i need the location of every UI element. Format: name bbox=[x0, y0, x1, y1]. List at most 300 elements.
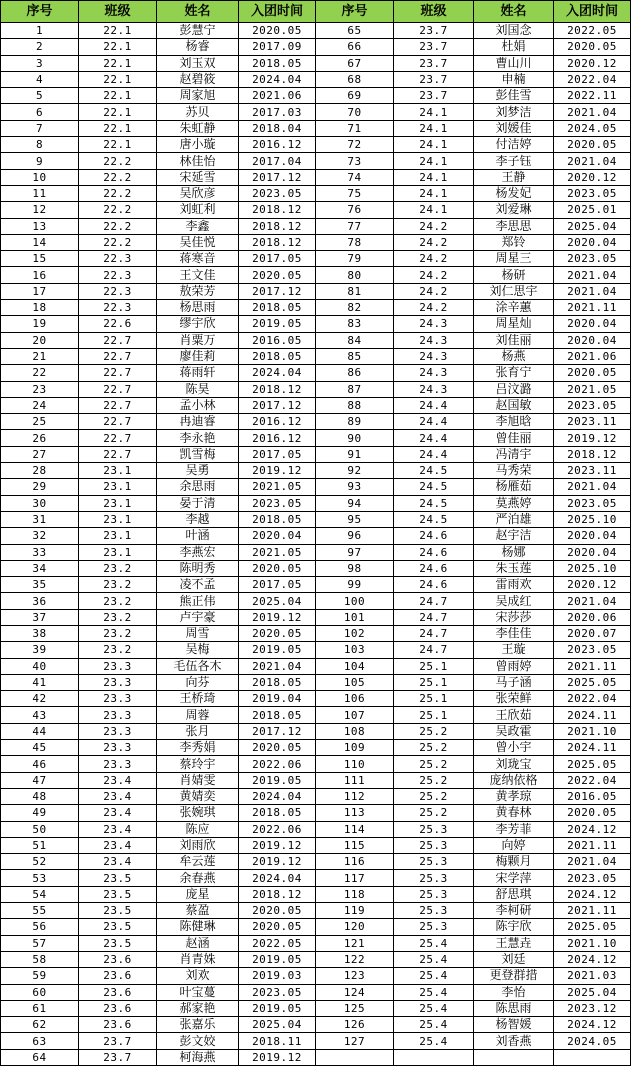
cell-class-right[interactable]: 24.2 bbox=[394, 234, 474, 250]
cell-date-left[interactable]: 2020.05 bbox=[239, 560, 316, 576]
cell-date-right[interactable]: 2025.04 bbox=[554, 984, 631, 1000]
cell-date-left[interactable]: 2024.04 bbox=[239, 71, 316, 87]
cell-class-left[interactable]: 22.7 bbox=[79, 332, 157, 348]
cell-seq-left[interactable]: 53 bbox=[1, 870, 79, 886]
cell-seq-left[interactable]: 52 bbox=[1, 854, 79, 870]
cell-name-right[interactable]: 李思思 bbox=[474, 218, 554, 234]
cell-seq-left[interactable]: 25 bbox=[1, 414, 79, 430]
cell-seq-right[interactable]: 93 bbox=[316, 479, 394, 495]
cell-name-right[interactable]: 刘香燕 bbox=[474, 1033, 554, 1049]
cell-date-right[interactable]: 2020.05 bbox=[554, 365, 631, 381]
cell-class-right[interactable]: 24.3 bbox=[394, 332, 474, 348]
cell-seq-left[interactable]: 42 bbox=[1, 691, 79, 707]
cell-class-left[interactable]: 22.2 bbox=[79, 218, 157, 234]
cell-name-left[interactable]: 熊正伟 bbox=[157, 593, 239, 609]
cell-class-right[interactable]: 24.4 bbox=[394, 446, 474, 462]
cell-name-right[interactable]: 杨娜 bbox=[474, 544, 554, 560]
cell-seq-right[interactable]: 111 bbox=[316, 772, 394, 788]
cell-name-right[interactable]: 陈宇欣 bbox=[474, 919, 554, 935]
cell-class-left[interactable]: 23.2 bbox=[79, 625, 157, 641]
cell-class-left[interactable]: 23.6 bbox=[79, 1017, 157, 1033]
cell-class-right[interactable]: 25.3 bbox=[394, 821, 474, 837]
cell-seq-left[interactable]: 49 bbox=[1, 805, 79, 821]
cell-name-left[interactable]: 蒋寒音 bbox=[157, 251, 239, 267]
cell-seq-left[interactable]: 44 bbox=[1, 723, 79, 739]
cell-date-left[interactable]: 2018.05 bbox=[239, 511, 316, 527]
header-date-right[interactable]: 入团时间 bbox=[554, 1, 631, 23]
cell-seq-right[interactable]: 107 bbox=[316, 707, 394, 723]
cell-seq-right[interactable]: 122 bbox=[316, 951, 394, 967]
cell-date-left[interactable]: 2022.06 bbox=[239, 756, 316, 772]
cell-name-right[interactable]: 陈思雨 bbox=[474, 1000, 554, 1016]
cell-date-right[interactable]: 2020.12 bbox=[554, 169, 631, 185]
cell-seq-right[interactable]: 87 bbox=[316, 381, 394, 397]
cell-name-left[interactable]: 赵碧筱 bbox=[157, 71, 239, 87]
cell-class-right[interactable]: 25.4 bbox=[394, 1017, 474, 1033]
cell-name-left[interactable]: 刘欢 bbox=[157, 968, 239, 984]
cell-name-right[interactable]: 曹山川 bbox=[474, 55, 554, 71]
cell-seq-left[interactable]: 12 bbox=[1, 202, 79, 218]
cell-seq-left[interactable]: 19 bbox=[1, 316, 79, 332]
cell-class-right[interactable]: 23.7 bbox=[394, 39, 474, 55]
cell-name-right[interactable]: 赵国敏 bbox=[474, 397, 554, 413]
cell-seq-left[interactable]: 18 bbox=[1, 300, 79, 316]
cell-seq-left[interactable]: 8 bbox=[1, 137, 79, 153]
cell-class-right[interactable]: 25.4 bbox=[394, 935, 474, 951]
cell-name-right[interactable]: 刘国念 bbox=[474, 23, 554, 39]
cell-class-right[interactable]: 24.1 bbox=[394, 104, 474, 120]
cell-seq-left[interactable]: 45 bbox=[1, 740, 79, 756]
cell-name-right[interactable]: 庞纳依格 bbox=[474, 772, 554, 788]
cell-date-right[interactable]: 2024.05 bbox=[554, 120, 631, 136]
cell-class-right[interactable]: 24.2 bbox=[394, 267, 474, 283]
cell-date-left[interactable]: 2018.12 bbox=[239, 218, 316, 234]
cell-name-right[interactable]: 刘爱琳 bbox=[474, 202, 554, 218]
cell-class-right[interactable]: 25.2 bbox=[394, 756, 474, 772]
cell-seq-right[interactable]: 94 bbox=[316, 495, 394, 511]
cell-class-left[interactable]: 23.2 bbox=[79, 560, 157, 576]
cell-name-right[interactable]: 梅颗月 bbox=[474, 854, 554, 870]
cell-seq-right[interactable]: 123 bbox=[316, 968, 394, 984]
cell-date-left[interactable]: 2019.05 bbox=[239, 772, 316, 788]
cell-seq-left[interactable]: 54 bbox=[1, 886, 79, 902]
cell-date-left[interactable]: 2018.04 bbox=[239, 120, 316, 136]
cell-date-right[interactable]: 2020.05 bbox=[554, 39, 631, 55]
cell-class-right[interactable]: 24.3 bbox=[394, 348, 474, 364]
cell-class-left[interactable]: 23.4 bbox=[79, 821, 157, 837]
cell-seq-left[interactable]: 14 bbox=[1, 234, 79, 250]
cell-date-left[interactable]: 2018.05 bbox=[239, 674, 316, 690]
cell-name-left[interactable]: 赵涵 bbox=[157, 935, 239, 951]
cell-date-left[interactable]: 2020.05 bbox=[239, 267, 316, 283]
cell-name-left[interactable]: 林佳怡 bbox=[157, 153, 239, 169]
cell-name-left[interactable]: 吴梅 bbox=[157, 642, 239, 658]
cell-date-left[interactable]: 2017.03 bbox=[239, 104, 316, 120]
cell-class-left[interactable]: 23.5 bbox=[79, 919, 157, 935]
cell-date-right[interactable]: 2021.03 bbox=[554, 968, 631, 984]
cell-class-left[interactable]: 23.4 bbox=[79, 772, 157, 788]
cell-date-left[interactable]: 2021.06 bbox=[239, 88, 316, 104]
cell-name-right[interactable]: 李子钰 bbox=[474, 153, 554, 169]
cell-date-left[interactable]: 2018.05 bbox=[239, 55, 316, 71]
cell-name-right[interactable]: 周星灿 bbox=[474, 316, 554, 332]
cell-name-right[interactable]: 李旭晗 bbox=[474, 414, 554, 430]
cell-class-left[interactable]: 22.3 bbox=[79, 267, 157, 283]
cell-class-right[interactable]: 25.3 bbox=[394, 919, 474, 935]
cell-name-right[interactable]: 刘佳丽 bbox=[474, 332, 554, 348]
cell-seq-left[interactable]: 20 bbox=[1, 332, 79, 348]
cell-name-right[interactable]: 李芳菲 bbox=[474, 821, 554, 837]
header-date-left[interactable]: 入团时间 bbox=[239, 1, 316, 23]
cell-name-left[interactable]: 李越 bbox=[157, 511, 239, 527]
cell-class-right[interactable]: 24.3 bbox=[394, 316, 474, 332]
cell-seq-left[interactable]: 9 bbox=[1, 153, 79, 169]
cell-seq-right[interactable]: 75 bbox=[316, 185, 394, 201]
cell-date-left[interactable]: 2017.12 bbox=[239, 397, 316, 413]
cell-date-right[interactable]: 2022.05 bbox=[554, 23, 631, 39]
cell-name-right[interactable]: 朱玉莲 bbox=[474, 560, 554, 576]
cell-name-right[interactable]: 刘仁思宇 bbox=[474, 283, 554, 299]
cell-class-left[interactable]: 22.1 bbox=[79, 39, 157, 55]
cell-class-left[interactable]: 23.2 bbox=[79, 593, 157, 609]
cell-name-left[interactable]: 柯海燕 bbox=[157, 1049, 239, 1065]
cell-seq-right[interactable]: 78 bbox=[316, 234, 394, 250]
cell-class-right[interactable]: 24.1 bbox=[394, 169, 474, 185]
cell-seq-right[interactable]: 80 bbox=[316, 267, 394, 283]
cell-date-right[interactable]: 2024.12 bbox=[554, 886, 631, 902]
cell-class-right[interactable]: 25.4 bbox=[394, 984, 474, 1000]
cell-date-right[interactable]: 2020.05 bbox=[554, 805, 631, 821]
cell-seq-right[interactable]: 121 bbox=[316, 935, 394, 951]
cell-seq-right[interactable]: 103 bbox=[316, 642, 394, 658]
cell-seq-right[interactable]: 104 bbox=[316, 658, 394, 674]
cell-class-right[interactable]: 24.5 bbox=[394, 479, 474, 495]
cell-seq-right[interactable]: 116 bbox=[316, 854, 394, 870]
cell-name-right[interactable]: 吴成红 bbox=[474, 593, 554, 609]
cell-class-right[interactable]: 25.4 bbox=[394, 1000, 474, 1016]
cell-seq-left[interactable]: 15 bbox=[1, 251, 79, 267]
cell-date-left[interactable]: 2016.12 bbox=[239, 430, 316, 446]
cell-seq-right[interactable]: 92 bbox=[316, 463, 394, 479]
cell-date-right[interactable]: 2025.10 bbox=[554, 560, 631, 576]
cell-date-right[interactable]: 2020.12 bbox=[554, 55, 631, 71]
cell-name-left[interactable]: 张嘉乐 bbox=[157, 1017, 239, 1033]
cell-class-right[interactable]: 24.7 bbox=[394, 593, 474, 609]
cell-seq-left[interactable]: 16 bbox=[1, 267, 79, 283]
cell-name-right[interactable]: 彭佳雪 bbox=[474, 88, 554, 104]
empty-cell[interactable] bbox=[474, 1049, 554, 1065]
cell-class-right[interactable]: 24.2 bbox=[394, 218, 474, 234]
cell-name-left[interactable]: 吴欣彦 bbox=[157, 185, 239, 201]
cell-date-right[interactable]: 2021.05 bbox=[554, 381, 631, 397]
cell-date-left[interactable]: 2020.05 bbox=[239, 23, 316, 39]
cell-seq-right[interactable]: 118 bbox=[316, 886, 394, 902]
empty-cell[interactable] bbox=[394, 1049, 474, 1065]
cell-name-left[interactable]: 王桥琦 bbox=[157, 691, 239, 707]
cell-name-left[interactable]: 缪宇欣 bbox=[157, 316, 239, 332]
cell-name-right[interactable]: 张育宁 bbox=[474, 365, 554, 381]
cell-class-right[interactable]: 24.1 bbox=[394, 120, 474, 136]
cell-class-right[interactable]: 25.3 bbox=[394, 854, 474, 870]
cell-name-right[interactable]: 杨燕 bbox=[474, 348, 554, 364]
cell-name-left[interactable]: 吴佳悦 bbox=[157, 234, 239, 250]
cell-class-left[interactable]: 23.4 bbox=[79, 837, 157, 853]
cell-seq-right[interactable]: 73 bbox=[316, 153, 394, 169]
cell-seq-right[interactable]: 89 bbox=[316, 414, 394, 430]
cell-class-left[interactable]: 22.3 bbox=[79, 283, 157, 299]
cell-class-right[interactable]: 25.4 bbox=[394, 968, 474, 984]
cell-date-right[interactable]: 2023.05 bbox=[554, 642, 631, 658]
cell-date-right[interactable]: 2025.05 bbox=[554, 756, 631, 772]
cell-class-left[interactable]: 23.2 bbox=[79, 609, 157, 625]
cell-date-left[interactable]: 2019.05 bbox=[239, 316, 316, 332]
cell-name-right[interactable]: 王静 bbox=[474, 169, 554, 185]
cell-seq-left[interactable]: 64 bbox=[1, 1049, 79, 1065]
cell-date-left[interactable]: 2019.05 bbox=[239, 642, 316, 658]
cell-seq-right[interactable]: 110 bbox=[316, 756, 394, 772]
cell-class-right[interactable]: 25.2 bbox=[394, 740, 474, 756]
cell-name-left[interactable]: 李鑫 bbox=[157, 218, 239, 234]
cell-class-left[interactable]: 22.2 bbox=[79, 234, 157, 250]
cell-class-right[interactable]: 24.5 bbox=[394, 463, 474, 479]
cell-seq-left[interactable]: 17 bbox=[1, 283, 79, 299]
cell-date-right[interactable]: 2021.04 bbox=[554, 104, 631, 120]
cell-date-right[interactable]: 2023.11 bbox=[554, 414, 631, 430]
cell-name-right[interactable]: 杨雁茹 bbox=[474, 479, 554, 495]
cell-class-left[interactable]: 22.1 bbox=[79, 55, 157, 71]
cell-date-right[interactable]: 2021.11 bbox=[554, 837, 631, 853]
cell-name-left[interactable]: 刘玉双 bbox=[157, 55, 239, 71]
cell-class-left[interactable]: 22.3 bbox=[79, 300, 157, 316]
cell-name-right[interactable]: 李怡 bbox=[474, 984, 554, 1000]
cell-name-left[interactable]: 陈昊 bbox=[157, 381, 239, 397]
cell-seq-left[interactable]: 39 bbox=[1, 642, 79, 658]
cell-class-left[interactable]: 22.1 bbox=[79, 88, 157, 104]
cell-date-left[interactable]: 2017.12 bbox=[239, 283, 316, 299]
cell-name-left[interactable]: 朱虹静 bbox=[157, 120, 239, 136]
cell-class-right[interactable]: 25.4 bbox=[394, 951, 474, 967]
cell-class-right[interactable]: 23.7 bbox=[394, 88, 474, 104]
cell-class-right[interactable]: 24.7 bbox=[394, 609, 474, 625]
cell-date-left[interactable]: 2021.05 bbox=[239, 479, 316, 495]
cell-name-right[interactable]: 郑铃 bbox=[474, 234, 554, 250]
cell-name-left[interactable]: 王文佳 bbox=[157, 267, 239, 283]
cell-date-left[interactable]: 2023.05 bbox=[239, 185, 316, 201]
cell-date-left[interactable]: 2019.12 bbox=[239, 837, 316, 853]
cell-seq-left[interactable]: 7 bbox=[1, 120, 79, 136]
cell-date-right[interactable]: 2020.04 bbox=[554, 544, 631, 560]
cell-name-left[interactable]: 廖佳莉 bbox=[157, 348, 239, 364]
cell-class-right[interactable]: 25.4 bbox=[394, 1033, 474, 1049]
cell-name-right[interactable]: 黄春林 bbox=[474, 805, 554, 821]
cell-class-left[interactable]: 23.7 bbox=[79, 1049, 157, 1065]
cell-date-left[interactable]: 2020.04 bbox=[239, 528, 316, 544]
cell-date-right[interactable]: 2020.06 bbox=[554, 609, 631, 625]
cell-date-right[interactable]: 2021.10 bbox=[554, 935, 631, 951]
cell-class-left[interactable]: 22.1 bbox=[79, 104, 157, 120]
cell-name-right[interactable]: 李佳佳 bbox=[474, 625, 554, 641]
cell-name-left[interactable]: 郝家艳 bbox=[157, 1000, 239, 1016]
cell-seq-right[interactable]: 88 bbox=[316, 397, 394, 413]
cell-date-right[interactable]: 2023.12 bbox=[554, 1000, 631, 1016]
cell-seq-right[interactable]: 125 bbox=[316, 1000, 394, 1016]
cell-date-right[interactable]: 2021.10 bbox=[554, 723, 631, 739]
cell-class-left[interactable]: 23.1 bbox=[79, 528, 157, 544]
cell-date-left[interactable]: 2016.12 bbox=[239, 137, 316, 153]
cell-date-left[interactable]: 2018.12 bbox=[239, 381, 316, 397]
cell-date-left[interactable]: 2025.04 bbox=[239, 1017, 316, 1033]
cell-date-right[interactable]: 2022.04 bbox=[554, 772, 631, 788]
cell-seq-right[interactable]: 74 bbox=[316, 169, 394, 185]
cell-class-left[interactable]: 23.6 bbox=[79, 968, 157, 984]
cell-seq-right[interactable]: 120 bbox=[316, 919, 394, 935]
cell-seq-right[interactable]: 66 bbox=[316, 39, 394, 55]
cell-seq-right[interactable]: 91 bbox=[316, 446, 394, 462]
cell-class-left[interactable]: 23.5 bbox=[79, 870, 157, 886]
cell-seq-left[interactable]: 31 bbox=[1, 511, 79, 527]
cell-date-right[interactable]: 2025.01 bbox=[554, 202, 631, 218]
cell-seq-right[interactable]: 105 bbox=[316, 674, 394, 690]
cell-name-right[interactable]: 冯清宇 bbox=[474, 446, 554, 462]
cell-date-left[interactable]: 2017.04 bbox=[239, 153, 316, 169]
cell-name-right[interactable]: 更登群措 bbox=[474, 968, 554, 984]
cell-name-left[interactable]: 周雪 bbox=[157, 625, 239, 641]
cell-seq-left[interactable]: 40 bbox=[1, 658, 79, 674]
cell-name-left[interactable]: 李永艳 bbox=[157, 430, 239, 446]
cell-class-right[interactable]: 25.1 bbox=[394, 658, 474, 674]
cell-name-left[interactable]: 敖荣芳 bbox=[157, 283, 239, 299]
cell-class-right[interactable]: 25.2 bbox=[394, 723, 474, 739]
cell-seq-left[interactable]: 30 bbox=[1, 495, 79, 511]
cell-name-right[interactable]: 刘媛佳 bbox=[474, 120, 554, 136]
cell-name-left[interactable]: 陈应 bbox=[157, 821, 239, 837]
cell-class-right[interactable]: 25.1 bbox=[394, 707, 474, 723]
cell-seq-right[interactable]: 68 bbox=[316, 71, 394, 87]
cell-date-left[interactable]: 2018.05 bbox=[239, 707, 316, 723]
cell-seq-left[interactable]: 48 bbox=[1, 788, 79, 804]
cell-class-right[interactable]: 24.6 bbox=[394, 544, 474, 560]
cell-date-left[interactable]: 2019.05 bbox=[239, 1000, 316, 1016]
cell-class-left[interactable]: 23.3 bbox=[79, 658, 157, 674]
cell-class-left[interactable]: 23.1 bbox=[79, 511, 157, 527]
cell-seq-right[interactable]: 106 bbox=[316, 691, 394, 707]
cell-name-right[interactable]: 严泊雄 bbox=[474, 511, 554, 527]
cell-date-left[interactable]: 2019.03 bbox=[239, 968, 316, 984]
cell-class-left[interactable]: 23.5 bbox=[79, 903, 157, 919]
cell-class-right[interactable]: 25.3 bbox=[394, 837, 474, 853]
cell-class-left[interactable]: 22.2 bbox=[79, 185, 157, 201]
cell-class-left[interactable]: 23.4 bbox=[79, 854, 157, 870]
header-name-right[interactable]: 姓名 bbox=[474, 1, 554, 23]
cell-date-left[interactable]: 2023.05 bbox=[239, 984, 316, 1000]
cell-date-left[interactable]: 2019.04 bbox=[239, 691, 316, 707]
cell-date-right[interactable]: 2025.10 bbox=[554, 511, 631, 527]
cell-seq-right[interactable]: 84 bbox=[316, 332, 394, 348]
cell-seq-right[interactable]: 82 bbox=[316, 300, 394, 316]
cell-name-left[interactable]: 毛伍各木 bbox=[157, 658, 239, 674]
cell-date-right[interactable]: 2025.05 bbox=[554, 919, 631, 935]
cell-seq-left[interactable]: 46 bbox=[1, 756, 79, 772]
cell-name-right[interactable]: 张荣鲜 bbox=[474, 691, 554, 707]
cell-class-left[interactable]: 22.1 bbox=[79, 137, 157, 153]
cell-class-left[interactable]: 23.6 bbox=[79, 951, 157, 967]
cell-seq-right[interactable]: 69 bbox=[316, 88, 394, 104]
cell-name-left[interactable]: 余春燕 bbox=[157, 870, 239, 886]
cell-seq-left[interactable]: 35 bbox=[1, 577, 79, 593]
cell-class-right[interactable]: 24.2 bbox=[394, 300, 474, 316]
cell-class-right[interactable]: 25.3 bbox=[394, 870, 474, 886]
cell-class-right[interactable]: 25.2 bbox=[394, 805, 474, 821]
cell-class-left[interactable]: 22.3 bbox=[79, 251, 157, 267]
cell-name-right[interactable]: 王欣茹 bbox=[474, 707, 554, 723]
cell-name-left[interactable]: 苏贝 bbox=[157, 104, 239, 120]
cell-class-right[interactable]: 24.5 bbox=[394, 495, 474, 511]
cell-class-right[interactable]: 25.1 bbox=[394, 691, 474, 707]
cell-name-left[interactable]: 卢宇豪 bbox=[157, 609, 239, 625]
cell-name-left[interactable]: 余思雨 bbox=[157, 479, 239, 495]
cell-class-right[interactable]: 24.6 bbox=[394, 528, 474, 544]
cell-date-left[interactable]: 2018.12 bbox=[239, 202, 316, 218]
cell-seq-right[interactable]: 124 bbox=[316, 984, 394, 1000]
cell-seq-right[interactable]: 119 bbox=[316, 903, 394, 919]
cell-name-left[interactable]: 彭慧宁 bbox=[157, 23, 239, 39]
cell-date-right[interactable]: 2020.04 bbox=[554, 234, 631, 250]
cell-seq-right[interactable]: 126 bbox=[316, 1017, 394, 1033]
cell-name-left[interactable]: 肖青姝 bbox=[157, 951, 239, 967]
cell-date-left[interactable]: 2022.06 bbox=[239, 821, 316, 837]
cell-class-right[interactable]: 24.1 bbox=[394, 202, 474, 218]
cell-seq-left[interactable]: 36 bbox=[1, 593, 79, 609]
cell-name-right[interactable]: 宋学萍 bbox=[474, 870, 554, 886]
cell-seq-left[interactable]: 21 bbox=[1, 348, 79, 364]
cell-date-right[interactable]: 2025.05 bbox=[554, 674, 631, 690]
cell-seq-right[interactable]: 101 bbox=[316, 609, 394, 625]
cell-class-left[interactable]: 23.6 bbox=[79, 984, 157, 1000]
cell-name-left[interactable]: 叶涵 bbox=[157, 528, 239, 544]
cell-class-left[interactable]: 23.3 bbox=[79, 756, 157, 772]
cell-date-right[interactable]: 2023.11 bbox=[554, 463, 631, 479]
cell-seq-left[interactable]: 24 bbox=[1, 397, 79, 413]
cell-date-left[interactable]: 2017.05 bbox=[239, 251, 316, 267]
cell-class-left[interactable]: 22.7 bbox=[79, 414, 157, 430]
cell-class-right[interactable]: 25.2 bbox=[394, 788, 474, 804]
cell-date-left[interactable]: 2016.05 bbox=[239, 332, 316, 348]
cell-class-right[interactable]: 24.7 bbox=[394, 642, 474, 658]
cell-seq-right[interactable]: 71 bbox=[316, 120, 394, 136]
cell-name-right[interactable]: 付洁婷 bbox=[474, 137, 554, 153]
cell-class-left[interactable]: 23.7 bbox=[79, 1033, 157, 1049]
header-name-left[interactable]: 姓名 bbox=[157, 1, 239, 23]
cell-date-right[interactable]: 2020.04 bbox=[554, 316, 631, 332]
cell-class-right[interactable]: 24.6 bbox=[394, 560, 474, 576]
cell-seq-right[interactable]: 81 bbox=[316, 283, 394, 299]
cell-name-right[interactable]: 刘梦洁 bbox=[474, 104, 554, 120]
cell-class-right[interactable]: 24.2 bbox=[394, 283, 474, 299]
cell-name-left[interactable]: 周家旭 bbox=[157, 88, 239, 104]
cell-class-left[interactable]: 23.4 bbox=[79, 788, 157, 804]
cell-class-left[interactable]: 22.7 bbox=[79, 381, 157, 397]
cell-seq-left[interactable]: 58 bbox=[1, 951, 79, 967]
cell-date-left[interactable]: 2020.05 bbox=[239, 919, 316, 935]
cell-date-right[interactable]: 2023.05 bbox=[554, 495, 631, 511]
cell-seq-right[interactable]: 100 bbox=[316, 593, 394, 609]
cell-name-left[interactable]: 李秀娟 bbox=[157, 740, 239, 756]
cell-class-left[interactable]: 23.2 bbox=[79, 577, 157, 593]
cell-seq-left[interactable]: 61 bbox=[1, 1000, 79, 1016]
cell-class-left[interactable]: 22.1 bbox=[79, 120, 157, 136]
cell-date-left[interactable]: 2020.05 bbox=[239, 740, 316, 756]
cell-name-right[interactable]: 吴政霍 bbox=[474, 723, 554, 739]
